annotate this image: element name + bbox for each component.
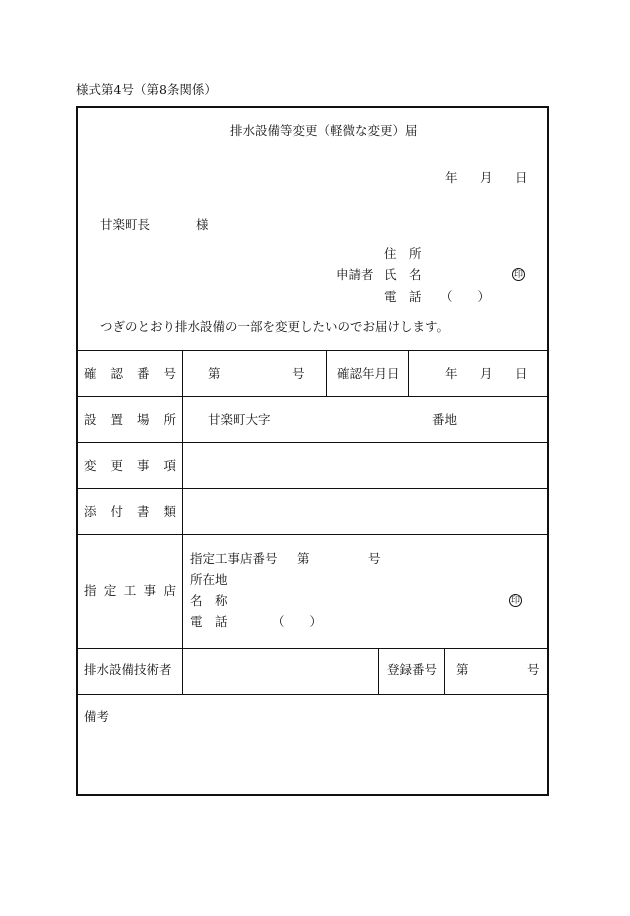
date-month: 月 — [480, 170, 493, 185]
column-divider — [444, 648, 445, 694]
row-divider — [76, 396, 549, 397]
date-year: 年 — [445, 170, 458, 185]
applicant-seal-icon: 印 — [513, 270, 523, 280]
attachments-label: 添 付 書 類 — [84, 504, 176, 519]
label-column-divider — [182, 350, 183, 694]
applicant-name-label: 氏 名 — [384, 267, 422, 282]
confirm-date-label: 確認年月日 — [337, 366, 400, 381]
technician-reg-label: 登録番号 — [387, 662, 438, 677]
technician-label: 排水設備技術者 — [84, 662, 172, 677]
confirm-date-day: 日 — [515, 366, 528, 381]
column-divider — [378, 648, 379, 694]
confirm-number-go: 号 — [292, 366, 305, 381]
column-divider — [408, 350, 409, 396]
column-divider — [326, 350, 327, 396]
location-label: 設 置 場 所 — [84, 412, 176, 427]
addressee-honorific: 様 — [196, 217, 209, 232]
addressee-name: 甘楽町長 — [100, 217, 151, 232]
change-item-label: 変 更 事 項 — [84, 458, 176, 473]
remarks-label: 備考 — [84, 709, 110, 724]
contractor-number-dai: 第 — [297, 551, 310, 566]
technician-reg-go: 号 — [527, 662, 540, 677]
document-title: 排水設備等変更（軽微な変更）届 — [230, 123, 418, 138]
applicant-label: 申請者 — [336, 267, 374, 282]
contractor-seal-icon: 印 — [510, 596, 520, 606]
contractor-number-go: 号 — [368, 551, 381, 566]
applicant-address-label: 住 所 — [384, 246, 422, 261]
form-number: 様式第4号（第8条関係） — [76, 82, 217, 97]
contractor-label: 指 定 工 事 店 — [84, 583, 176, 598]
row-divider — [76, 488, 549, 489]
location-banchi: 番地 — [432, 412, 458, 427]
location-town: 甘楽町大字 — [208, 412, 271, 427]
row-divider — [76, 442, 549, 443]
confirm-date-year: 年 — [445, 366, 458, 381]
contractor-address-label: 所在地 — [190, 572, 228, 587]
confirm-number-dai: 第 — [208, 366, 221, 381]
confirm-number-label: 確 認 番 号 — [84, 366, 176, 381]
contractor-phone-paren: （ ） — [272, 614, 323, 629]
contractor-name-label: 名 称 — [190, 593, 228, 608]
date-day: 日 — [515, 170, 528, 185]
row-divider — [76, 350, 549, 351]
confirm-date-month: 月 — [480, 366, 493, 381]
form-frame — [76, 106, 549, 796]
row-divider — [76, 648, 549, 649]
applicant-phone-label: 電 話 — [384, 289, 422, 304]
contractor-phone-label: 電 話 — [190, 614, 228, 629]
applicant-phone-paren: （ ） — [440, 289, 491, 304]
contractor-number-label: 指定工事店番号 — [190, 551, 278, 566]
technician-reg-dai: 第 — [456, 662, 469, 677]
intro-text: つぎのとおり排水設備の一部を変更したいのでお届けします。 — [100, 319, 450, 334]
row-divider — [76, 534, 549, 535]
row-divider — [76, 694, 549, 695]
